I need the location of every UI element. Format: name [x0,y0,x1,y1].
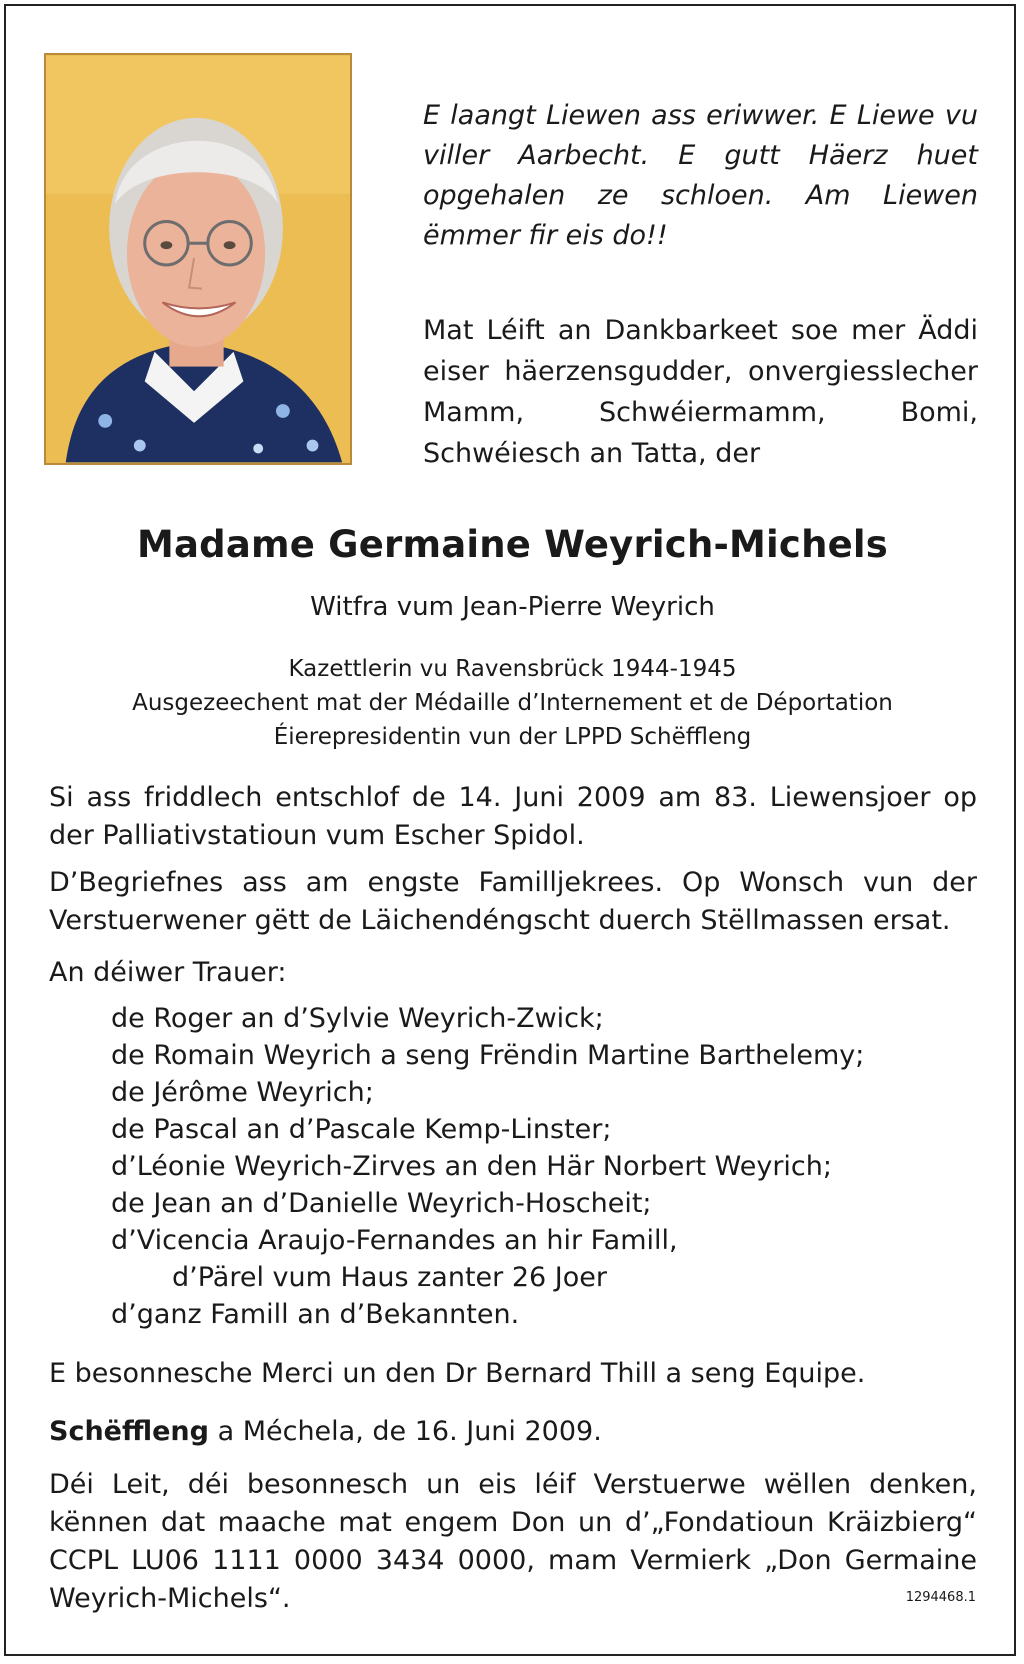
farewell-introduction: Mat Léift an Dankbarkeet soe mer Äddi eiser häerzensgudder, onvergiesslecher Mamm, Schwéiermamm, Bomi, Schwéiesch an Tatta, der [423,315,978,469]
death-announcement: Si ass friddlech entschlof de 14. Juni 2009 am 83. Liewensjoer op der Palliativstatioun vum Escher Spidol. [49,782,977,851]
reference-number: 1294468.1 [905,1590,976,1605]
list-item: de Roger an d’Sylvie Weyrich-Zwick; [111,1003,604,1034]
deceased-name: Madame Germaine Weyrich-Michels [136,523,889,566]
memorial-quote: E laangt Liewen ass eriwwer. E Liewe vu viller Aarbecht. E gutt Häerz huet opgehalen ze schloen. Am Liewen ëmmer fir eis do!! [423,100,978,251]
list-item: de Jean an d’Danielle Weyrich-Hoscheit; [111,1188,652,1219]
place-town: Schëffleng [49,1416,209,1447]
list-item: d’Vicencia Araujo-Fernandes an hir Famill, [111,1225,678,1256]
list-item: de Jérôme Weyrich; [111,1077,374,1108]
honors-block [40,652,985,754]
portrait-illustration [46,55,350,463]
place-date: a Méchela, de 16. Juni 2009. [208,1416,602,1447]
honor-line: Ausgezeechent mat der Médaille d’Internement et de Déportation [132,690,893,716]
thanks-note: E besonnesche Merci un den Dr Bernard Thill a seng Equipe. [49,1358,866,1389]
list-item: de Pascal an d’Pascale Kemp-Linster; [111,1114,612,1145]
mourners-list [111,1000,981,1333]
widow-of-line: Witfra vum Jean-Pierre Weyrich [310,592,715,622]
list-item: d’Léonie Weyrich-Zirves an den Här Norbert Weyrich; [111,1151,832,1182]
list-item: d’ganz Famill an d’Bekannten. [111,1299,520,1330]
donation-notice: Déi Leit, déi besonnesch un eis léif Verstuerwe wëllen denken, kënnen dat maache mat engem Don un d’„Fondatioun Kräizbierg“ CCPL LU06 1111 0000 3434 0000, mam Vermierk „Don Germaine Weyrich-Michels“. [49,1469,977,1614]
mourners-heading: An déiwer Trauer: [49,957,287,988]
portrait-photo [44,53,352,465]
list-item: de Romain Weyrich a seng Frëndin Martine Barthelemy; [111,1040,865,1071]
place-and-date [49,1413,602,1451]
honor-line: Kazettlerin vu Ravensbrück 1944-1945 [288,656,737,682]
list-item: d’Pärel vum Haus zanter 26 Joer [172,1262,607,1293]
burial-notice: D’Begriefnes ass am engste Familljekrees. Op Wonsch vun der Verstuerwener gëtt de Läichendéngscht duerch Stëllmassen ersat. [49,867,977,936]
honor-line: Éierepresidentin vun der LPPD Schëffleng [273,724,752,750]
